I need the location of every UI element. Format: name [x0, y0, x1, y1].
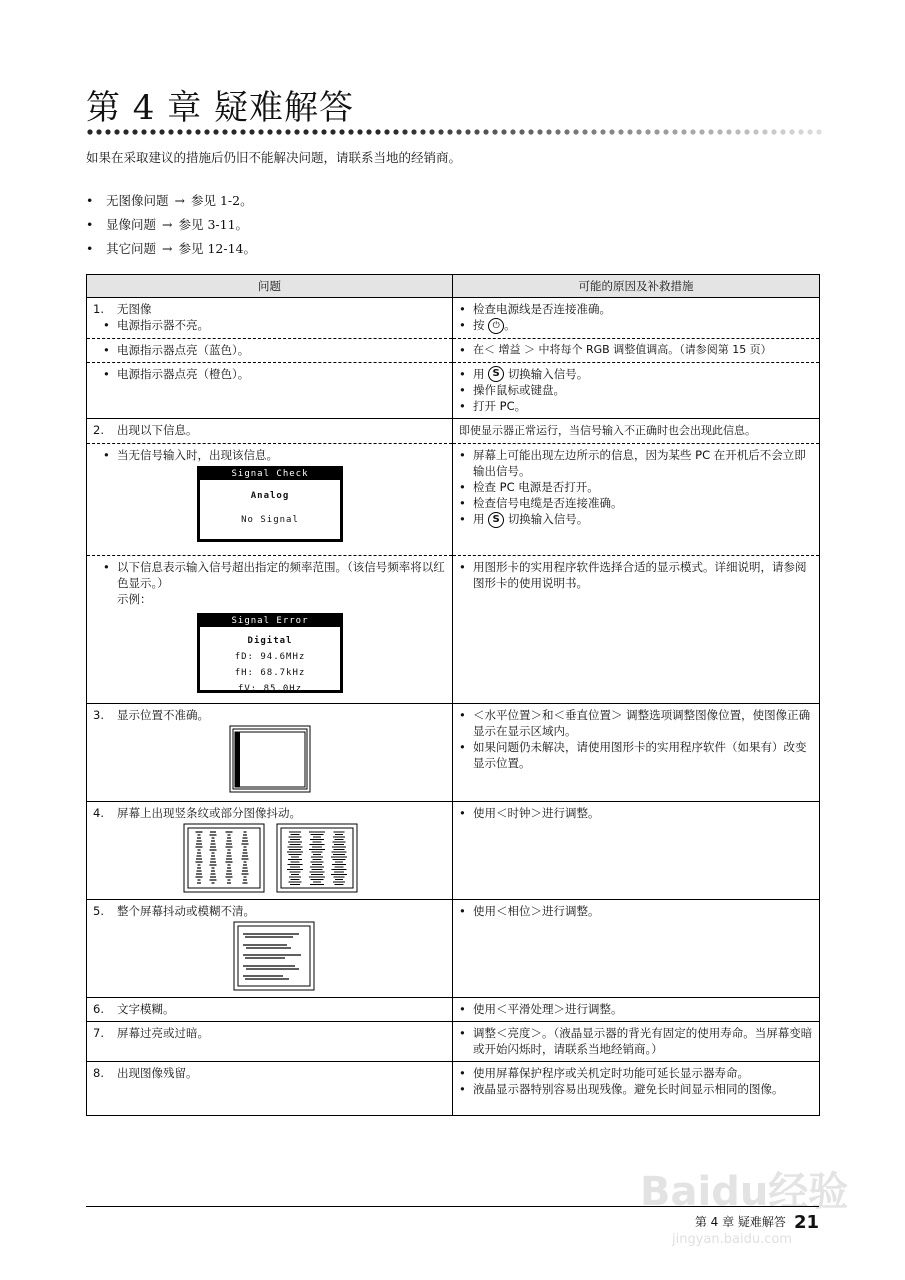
table-row: • 电源指示器点亮（蓝色）。 • 在＜ 增益 ＞ 中将每个 RGB 调整值调高。（请参阅第 15 页）	[87, 338, 820, 362]
header-solution: 可能的原因及补救措施	[453, 275, 820, 298]
signal-error-osd: Signal Error Digital fD: 94.6MHz fH: 68.7kHz fV: 85.0Hz	[197, 613, 343, 693]
page-footer	[695, 1212, 819, 1233]
table-row: • 以下信息表示输入信号超出指定的频率范围。（该信号频率将以红色显示。） 示例： Signal Error Digital fD: 94.6MHz fH: 68.7kHz fV: 85.0Hz • 用图形卡的实用程序软件选择合适的显示模式。详细说明，请参阅图形卡的使用说明书。	[87, 556, 820, 704]
table-row: • 电源指示器点亮（橙色）。 • 用 S 切换输入信号。 • 操作鼠标或键盘。 • 打开 PC。	[87, 362, 820, 419]
vertical-stripes-illustration	[183, 823, 363, 895]
table-row: 7. 屏幕过亮或过暗。 • 调整＜亮度＞。（液晶显示器的背光有固定的使用寿命。当屏幕变暗或开始闪烁时，请联系当地经销商。）	[87, 1022, 820, 1062]
table-row: 5. 整个屏幕抖动或模糊不清。 • 使用＜相位＞进行调整。	[87, 900, 820, 998]
table-row: 3. 显示位置不准确。 • ＜水平位置＞和＜垂直位置＞ 调整选项调整图像位置，使图像正确显示在显示区域内。 • 如果问题仍未解决，请使用图形卡的实用程序软件（如果有）改变显示位置。	[87, 704, 820, 802]
blurry-screen-illustration	[233, 921, 315, 991]
dotted-divider	[86, 128, 826, 136]
footer-chapter: 第 4 章 疑难解答	[694, 1215, 786, 1229]
reference-item: • 无图像问题 → 参见 1-2。	[86, 193, 253, 208]
watermark-logo: Baidu经验	[640, 1169, 849, 1215]
table-row: 8. 出现图像残留。 • 使用屏幕保护程序或关机定时功能可延长显示器寿命。 • 液晶显示器特别容易出现残像。避免长时间显示相同的图像。	[87, 1062, 820, 1116]
troubleshooting-table	[86, 274, 820, 1116]
reference-item: • 显像问题 → 参见 3-11。	[86, 217, 249, 232]
page-title: 第 4 章 疑难解答	[86, 88, 355, 128]
page-number: 21	[793, 1212, 819, 1233]
footer-divider	[86, 1206, 819, 1207]
power-button-icon: ⏻	[488, 318, 504, 334]
table-row: 4. 屏幕上出现竖条纹或部分图像抖动。 • 使用＜时钟＞进行调整。	[87, 802, 820, 900]
intro-text: 如果在采取建议的措施后仍旧不能解决问题，请联系当地的经销商。	[86, 150, 462, 165]
table-row: 2. 出现以下信息。 即使显示器正常运行，当信号输入不正确时也会出现此信息。	[87, 419, 820, 444]
input-select-button-icon: S	[488, 512, 504, 528]
input-select-button-icon: S	[488, 366, 504, 382]
watermark-url: jingyan.baidu.com	[672, 1232, 792, 1247]
signal-check-osd: Signal Check Analog No Signal	[197, 466, 343, 542]
position-offset-illustration	[229, 725, 311, 793]
table-row: • 当无信号输入时，出现该信息。 Signal Check Analog No Signal • 屏幕上可能出现左边所示的信息，因为某些 PC 在开机后不会立即输出信号。 • 检查 PC 电源是否打开。 • 检查信号电缆是否连接准确。 • 用 S 切换输入信号。	[87, 444, 820, 556]
header-problem: 问题	[87, 275, 453, 298]
reference-list	[86, 189, 256, 261]
table-row: 1. 无图像 • 电源指示器不亮。 • 检查电源线是否连接准确。 • 按 ⏻ 。	[87, 298, 820, 339]
reference-item: • 其它问题 → 参见 12-14。	[86, 241, 257, 256]
table-row: 6. 文字模糊。 • 使用＜平滑处理＞进行调整。	[87, 998, 820, 1022]
